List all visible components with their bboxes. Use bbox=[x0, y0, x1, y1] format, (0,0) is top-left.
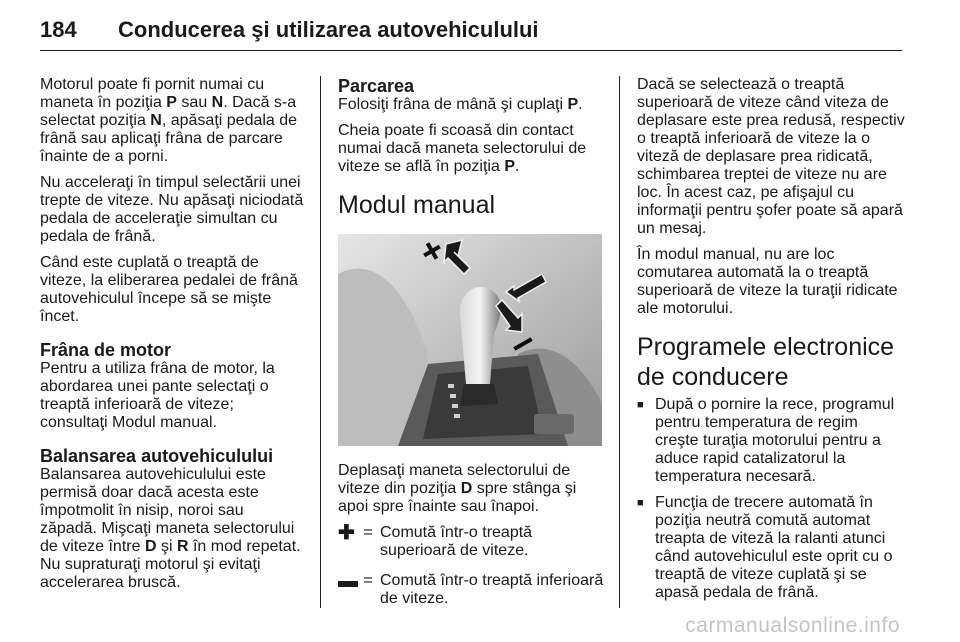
paragraph-start-position: Motorul poate fi pornit numai cu maneta în poziţia P sau N. Dacă s-a selectat poziţia N, apăsaţi pedala de frână sau aplicaţi frâna de parcare înainte de a porni. bbox=[40, 76, 298, 165]
column-left bbox=[40, 76, 304, 600]
column-divider-2 bbox=[619, 76, 620, 608]
bullet-icon: ■ bbox=[637, 399, 644, 411]
gear-selector-photo bbox=[338, 234, 602, 446]
paragraph-shift-refused: Dacă se selectează o treaptă superioară de viteze când viteza de deplasare este prea redusă, respectiv o treaptă inferioară de viteze la o viteză de deplasare prea ridicată, schimbarea treptei de viteze nu are loc. În acest caz, pe afişajul cu informaţii pentru şofer poate să apară un mesaj. bbox=[637, 76, 905, 237]
heading-engine-brake: Frâna de motor bbox=[40, 340, 172, 360]
paragraph-engine-brake: Pentru a utiliza frâna de motor, la abordarea unei pante selectaţi o treaptă inferioară de viteze; consultaţi Modul manual. bbox=[40, 360, 275, 431]
page-header bbox=[40, 10, 902, 51]
column-middle bbox=[338, 76, 604, 620]
paragraph-manual-operation: Deplasaţi maneta selectorului de viteze din poziţia D spre stânga şi apoi spre înainte sau înapoi. bbox=[338, 462, 577, 515]
bullet-icon: ■ bbox=[637, 497, 644, 509]
plus-icon: ✚ bbox=[338, 522, 355, 544]
legend-upshift: ✚ = Comută într-o treaptă superioară de viteze. bbox=[338, 522, 533, 559]
gear-selector-illustration bbox=[338, 234, 602, 446]
paragraph-no-accelerate: Nu acceleraţi în timpul selectării unei trepte de viteze. Nu apăsaţi niciodată pedala de acceleraţie simultan cu pedala de frână. bbox=[40, 174, 304, 245]
column-right bbox=[637, 76, 905, 610]
watermark: carmanualsonline.info bbox=[685, 614, 900, 637]
column-divider-1 bbox=[320, 76, 321, 608]
paragraph-parking: Folosiţi frâna de mână şi cuplaţi P. bbox=[338, 96, 583, 113]
paragraph-no-auto-upshift: În modul manual, nu are loc comutarea automată la o treaptă superioară de viteze la turaţii ridicate ale motorului. bbox=[637, 246, 898, 317]
legend-downshift: ▬ = Comută într-o treaptă inferioară de viteze. bbox=[338, 570, 604, 607]
paragraph-rocking: Balansarea autovehiculului este permisă doar dacă acesta este împotmolit în nisip, noroi sau zăpadă. Mişcaţi maneta selectorului de viteze între D şi R în mod repetat. Nu supraturaţi motorul şi evitaţi accelerarea bruscă. bbox=[40, 466, 301, 591]
list-item: ■ Funcţia de trecere automată în poziţia neutră comută automat treapta de viteză la ralanti atunci când autovehiculul este oprit cu o treaptă de viteze cuplată şi se apasă pedala de frână. bbox=[637, 494, 893, 601]
page-title: Conducerea şi utilizarea autovehiculului bbox=[118, 17, 539, 42]
page-number: 184 bbox=[40, 17, 77, 42]
paragraph-creep: Când este cuplată o treaptă de viteze, la eliberarea pedalei de frână autovehiculul începe să se mişte încet. bbox=[40, 254, 298, 325]
list-item: ■ După o pornire la rece, programul pentru temperatura de regim creşte turaţia motorului pentru a aduce rapid catalizatorul la temperatura necesară. bbox=[637, 396, 895, 485]
heading-parking: Parcarea bbox=[338, 76, 415, 96]
heading-manual-mode: Modul manual bbox=[338, 191, 496, 219]
paragraph-key-removal: Cheia poate fi scoasă din contact numai dacă maneta selectorului de viteze se află în poziţia P. bbox=[338, 122, 587, 175]
minus-icon: ▬ bbox=[338, 570, 358, 592]
heading-rocking: Balansarea autovehiculului bbox=[40, 446, 274, 466]
heading-electronic-programs: Programele electronice de conducere bbox=[637, 333, 895, 391]
